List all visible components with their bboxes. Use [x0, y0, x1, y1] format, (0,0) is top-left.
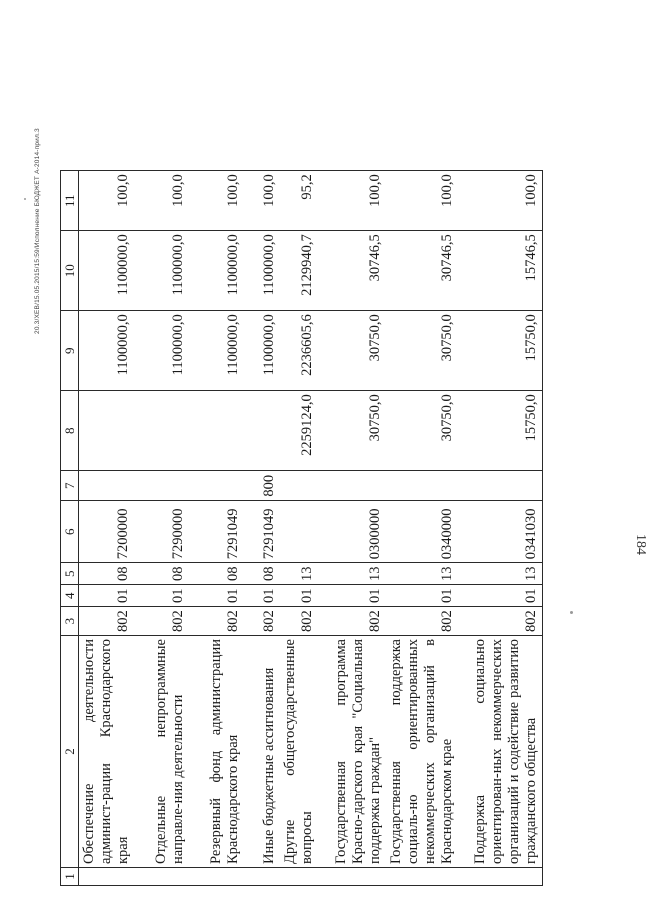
table-row [134, 171, 189, 886]
cell-c5: 08 [134, 563, 189, 585]
cell-c6: 0341030 [458, 501, 542, 563]
cell-c9: 30750,0 [386, 311, 458, 391]
table-row [386, 171, 458, 886]
cell-c4: 01 [458, 585, 542, 607]
col-header: 3 [61, 607, 79, 636]
cell-c3: 802 [318, 607, 386, 636]
cell-c5: 13 [280, 563, 318, 585]
cell-c6: 7290000 [134, 501, 189, 563]
row-name: Иные бюджетные ассигнования [244, 636, 280, 868]
cell-c3: 802 [280, 607, 318, 636]
cell-c9: 1100000,0 [244, 311, 280, 391]
cell-c3: 802 [386, 607, 458, 636]
col-header: 5 [61, 563, 79, 585]
cell-c6: 0300000 [318, 501, 386, 563]
cell-c4: 01 [386, 585, 458, 607]
table-row [458, 171, 542, 886]
cell-c3: 802 [244, 607, 280, 636]
cell-c10: 1100000,0 [79, 231, 135, 311]
cell-c7 [189, 471, 244, 501]
col-header: 9 [61, 311, 79, 391]
cell-c7 [280, 471, 318, 501]
cell-c11: 100,0 [458, 171, 542, 231]
cell-c8: 2259124,0 [280, 391, 318, 471]
scan-speck [570, 611, 573, 614]
cell-c8 [244, 391, 280, 471]
col-header: 8 [61, 391, 79, 471]
page-number: 184 [633, 534, 648, 555]
cell-c4: 01 [318, 585, 386, 607]
table-row [244, 171, 280, 886]
cell-c8 [79, 391, 135, 471]
table-row [318, 171, 386, 886]
cell-c6: 0340000 [386, 501, 458, 563]
cell-c5: 08 [189, 563, 244, 585]
cell-c7: 800 [244, 471, 280, 501]
row-number-cell [458, 868, 542, 886]
col-header: 4 [61, 585, 79, 607]
column-number-row [61, 171, 79, 886]
row-number-cell [386, 868, 458, 886]
cell-c10: 1100000,0 [189, 231, 244, 311]
cell-c10: 15746,5 [458, 231, 542, 311]
row-number-cell [280, 868, 318, 886]
cell-c8 [189, 391, 244, 471]
cell-c7 [386, 471, 458, 501]
col-header: 6 [61, 501, 79, 563]
cell-c8: 30750,0 [386, 391, 458, 471]
cell-c9: 2236605,6 [280, 311, 318, 391]
cell-c8: 15750,0 [458, 391, 542, 471]
cell-c10: 1100000,0 [244, 231, 280, 311]
cell-c3: 802 [458, 607, 542, 636]
row-name: Обеспечение деятельности админист-рации Краснодарского края [79, 636, 135, 868]
row-name: Отдельные непрограммные направле-ния деятельности [134, 636, 189, 868]
cell-c11: 100,0 [134, 171, 189, 231]
col-header: 7 [61, 471, 79, 501]
cell-c6 [280, 501, 318, 563]
col-header: 10 [61, 231, 79, 311]
cell-c7 [458, 471, 542, 501]
cell-c3: 802 [79, 607, 135, 636]
cell-c9: 1100000,0 [79, 311, 135, 391]
rotated-page [10, 40, 630, 900]
table-row [189, 171, 244, 886]
cell-c4: 01 [79, 585, 135, 607]
cell-c3: 802 [189, 607, 244, 636]
cell-c6: 7200000 [79, 501, 135, 563]
cell-c11: 100,0 [189, 171, 244, 231]
cell-c7 [79, 471, 135, 501]
cell-c4: 01 [134, 585, 189, 607]
cell-c9: 1100000,0 [134, 311, 189, 391]
cell-c10: 1100000,0 [134, 231, 189, 311]
row-name: Другие общегосударственные вопросы [280, 636, 318, 868]
cell-c7 [318, 471, 386, 501]
cell-c11: 100,0 [79, 171, 135, 231]
cell-c5: 08 [79, 563, 135, 585]
row-number-cell [189, 868, 244, 886]
table-row [79, 171, 135, 886]
cell-c9: 1100000,0 [189, 311, 244, 391]
row-name: Резервный фонд администрации Краснодарского края [189, 636, 244, 868]
table-row [280, 171, 318, 886]
budget-table [60, 170, 543, 886]
cell-c6: 7291049 [189, 501, 244, 563]
cell-c3: 802 [134, 607, 189, 636]
cell-c6: 7291049 [244, 501, 280, 563]
row-number-cell [244, 868, 280, 886]
col-header: 1 [61, 868, 79, 886]
scan-speck [24, 198, 26, 200]
cell-c10: 30746,5 [318, 231, 386, 311]
col-header: 2 [61, 636, 79, 868]
cell-c8: 30750,0 [318, 391, 386, 471]
cell-c5: 13 [386, 563, 458, 585]
row-number-cell [134, 868, 189, 886]
cell-c9: 30750,0 [318, 311, 386, 391]
col-header: 11 [61, 171, 79, 231]
row-name: Государственная поддержка социаль-но ориентированных некоммерческих организаций в Краснодарском крае [386, 636, 458, 868]
cell-c5: 13 [458, 563, 542, 585]
cell-c11: 100,0 [318, 171, 386, 231]
cell-c7 [134, 471, 189, 501]
cell-c10: 2129940,7 [280, 231, 318, 311]
cell-c11: 100,0 [386, 171, 458, 231]
cell-c4: 01 [189, 585, 244, 607]
row-number-cell [318, 868, 386, 886]
cell-c11: 100,0 [244, 171, 280, 231]
row-name: Государственная программа Красно-дарского края "Социальная поддержка граждан" [318, 636, 386, 868]
cell-c4: 01 [280, 585, 318, 607]
cell-c11: 95,2 [280, 171, 318, 231]
cell-c9: 15750,0 [458, 311, 542, 391]
row-name: Поддержка социально ориентирован-ных некоммерческих организаций и содействие развитию гражданского общества [458, 636, 542, 868]
cell-c4: 01 [244, 585, 280, 607]
cell-c5: 13 [318, 563, 386, 585]
row-number-cell [79, 868, 135, 886]
cell-c8 [134, 391, 189, 471]
cell-c5: 08 [244, 563, 280, 585]
cell-c10: 30746,5 [386, 231, 458, 311]
footer-reference: 20.3/XEB/15.05.2015/15:59/Исполнение БЮДЖЕТ А-2014-прил.3 [34, 128, 41, 334]
